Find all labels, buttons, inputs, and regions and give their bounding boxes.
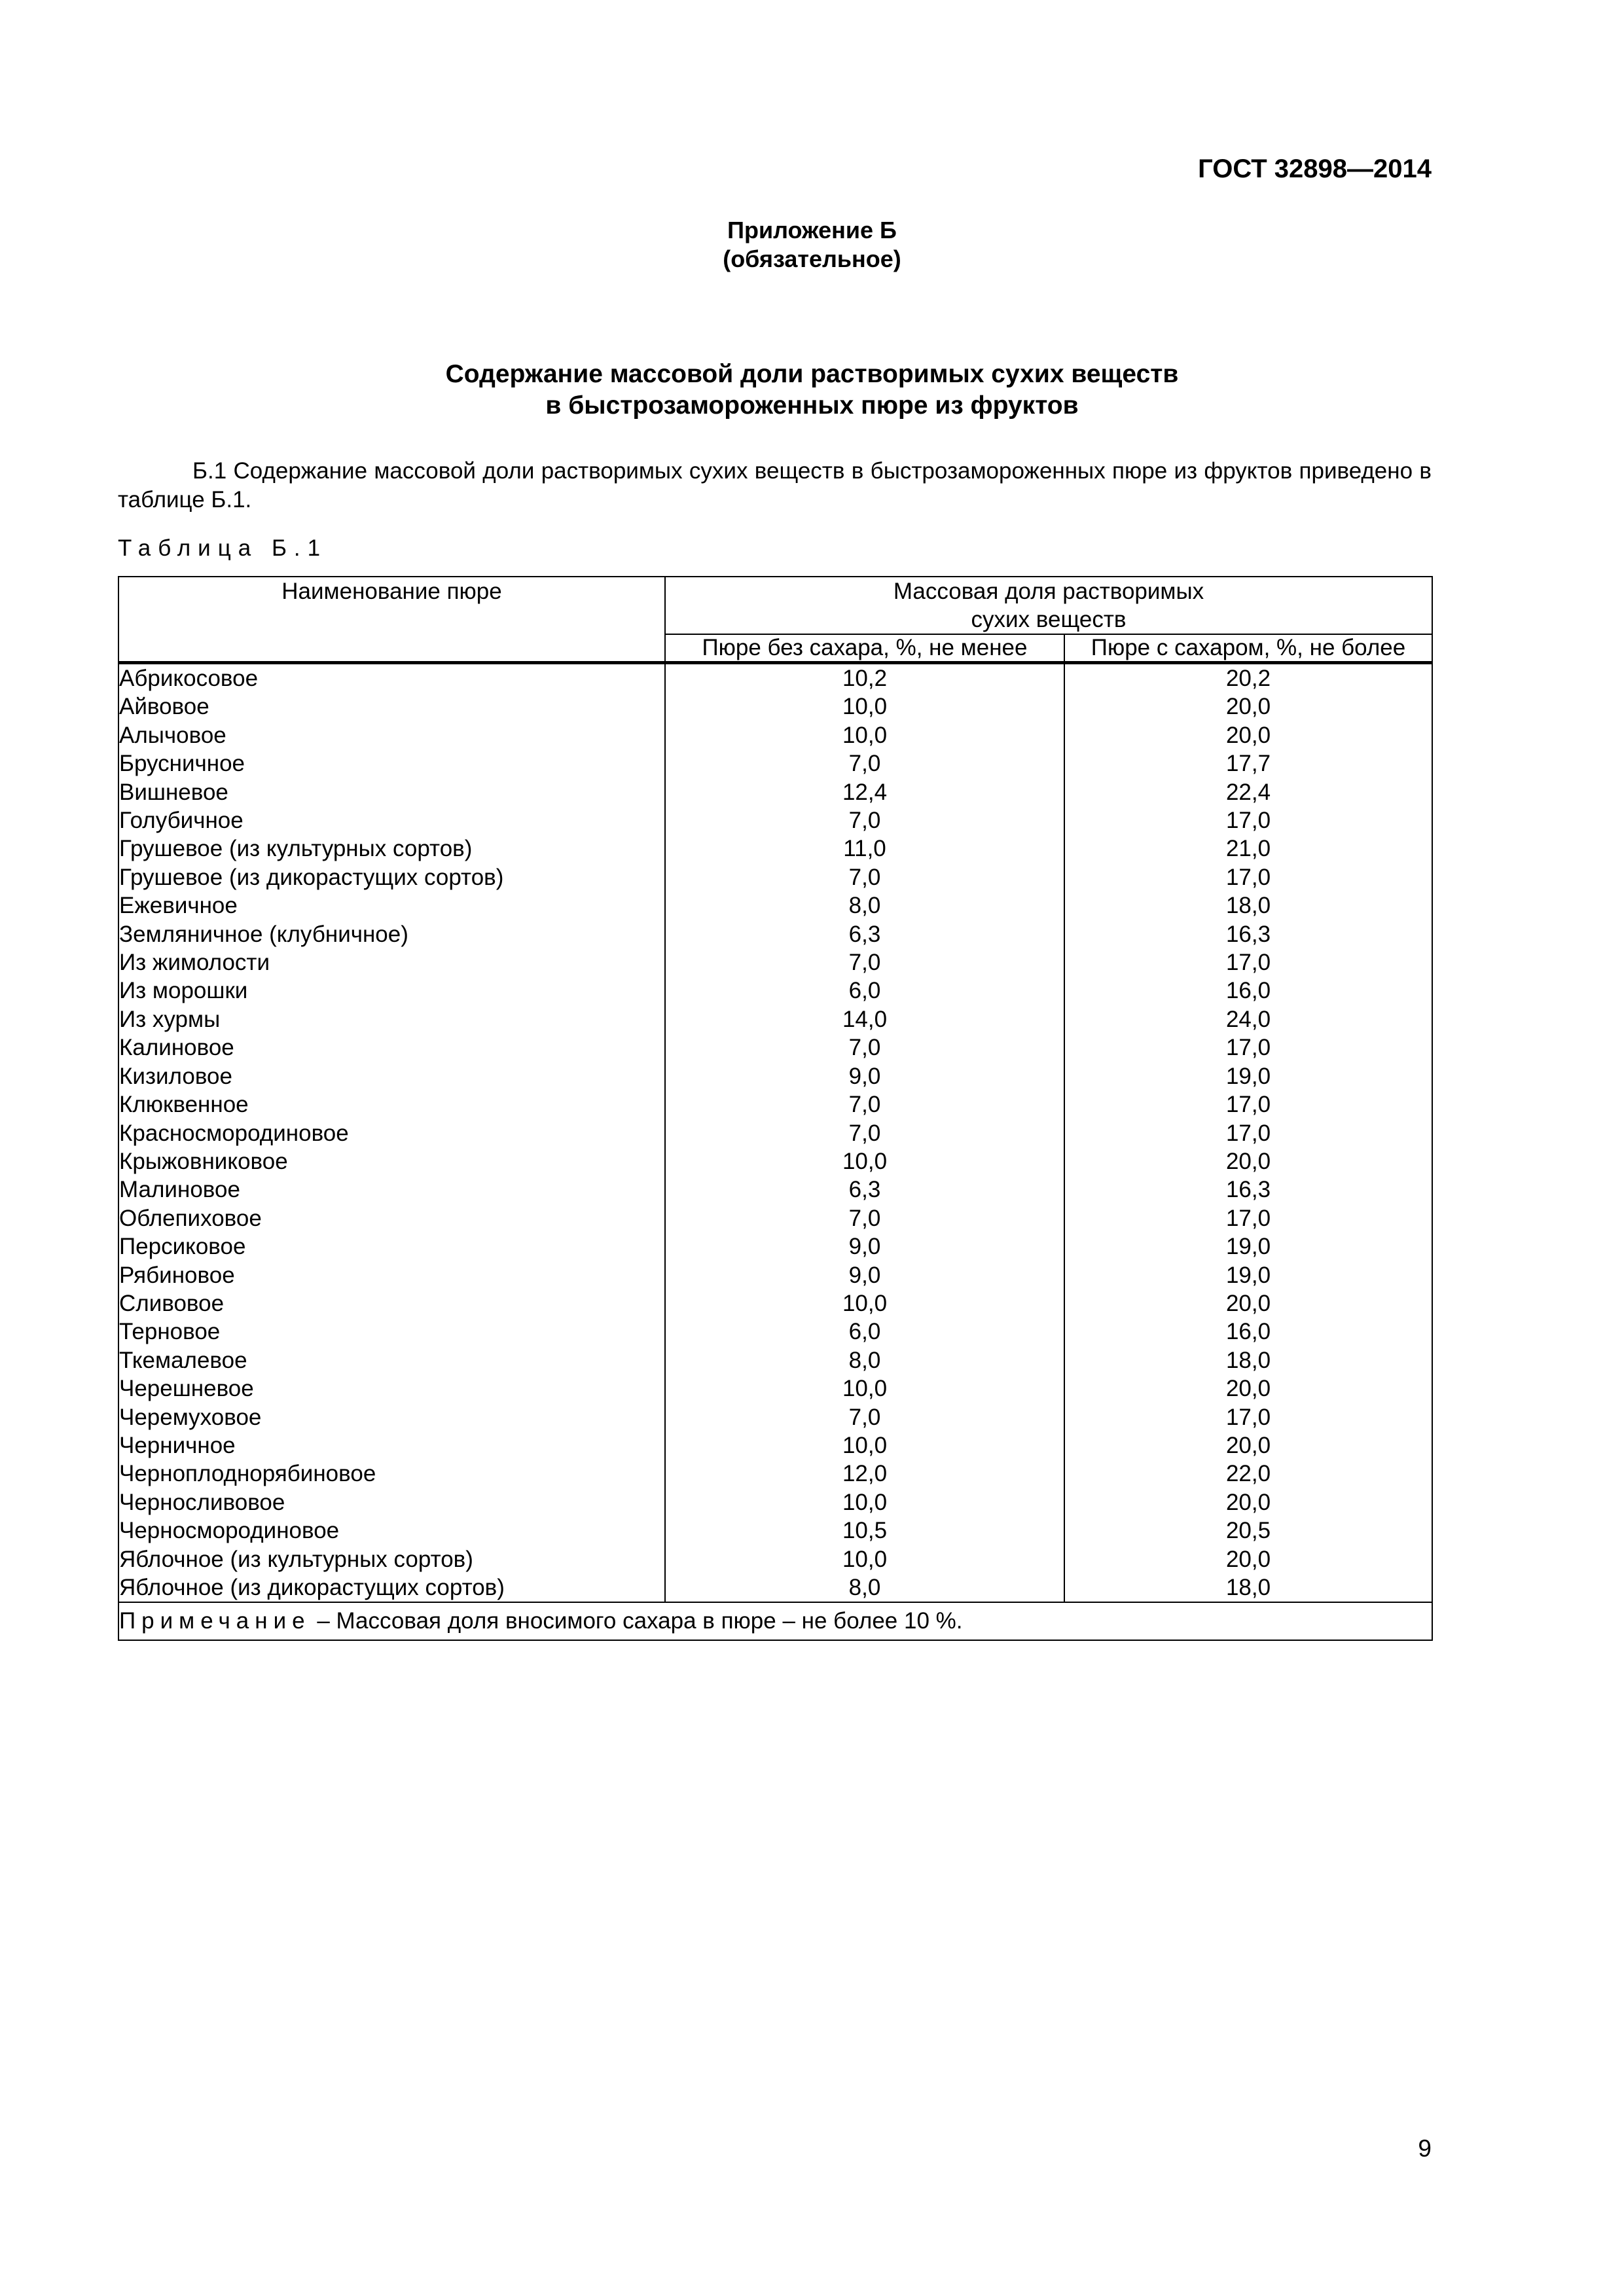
cell-no-sugar: 8,0 — [665, 1346, 1064, 1374]
cell-with-sugar: 20,0 — [1064, 692, 1432, 721]
cell-puree-name: Ежевичное — [118, 891, 665, 920]
cell-no-sugar: 9,0 — [665, 1232, 1064, 1261]
table-row — [118, 977, 1432, 1005]
cell-no-sugar: 10,0 — [665, 1289, 1064, 1318]
cell-puree-name: Облепиховое — [118, 1204, 665, 1232]
cell-puree-name: Черешневое — [118, 1374, 665, 1403]
cell-no-sugar: 7,0 — [665, 1090, 1064, 1119]
table-row — [118, 1289, 1432, 1318]
cell-puree-name: Персиковое — [118, 1232, 665, 1261]
table-row — [118, 948, 1432, 977]
table-row — [118, 891, 1432, 920]
table-row — [118, 920, 1432, 948]
cell-with-sugar: 20,0 — [1064, 1431, 1432, 1460]
cell-with-sugar: 16,3 — [1064, 920, 1432, 948]
table-row — [118, 778, 1432, 806]
table-row — [118, 1346, 1432, 1374]
cell-puree-name: Из морошки — [118, 977, 665, 1005]
table-row — [118, 1516, 1432, 1545]
table-row — [118, 1062, 1432, 1090]
cell-no-sugar: 6,0 — [665, 977, 1064, 1005]
cell-with-sugar: 20,0 — [1064, 1289, 1432, 1318]
cell-no-sugar: 11,0 — [665, 834, 1064, 863]
table-row — [118, 1147, 1432, 1175]
cell-no-sugar: 7,0 — [665, 749, 1064, 778]
cell-with-sugar: 16,0 — [1064, 1318, 1432, 1346]
intro-paragraph — [118, 457, 1432, 514]
cell-puree-name: Грушевое (из культурных сортов) — [118, 834, 665, 863]
cell-no-sugar: 6,3 — [665, 1175, 1064, 1204]
cell-with-sugar: 17,0 — [1064, 806, 1432, 834]
cell-no-sugar: 10,0 — [665, 721, 1064, 749]
cell-puree-name: Голубичное — [118, 806, 665, 834]
cell-with-sugar: 17,0 — [1064, 1403, 1432, 1431]
section-title — [0, 359, 1624, 422]
header-mass-fraction — [665, 577, 1432, 634]
cell-with-sugar: 20,0 — [1064, 1545, 1432, 1573]
header-no-sugar: Пюре без сахара, %, не менее — [665, 634, 1064, 663]
cell-puree-name: Вишневое — [118, 778, 665, 806]
cell-no-sugar: 10,5 — [665, 1516, 1064, 1545]
cell-no-sugar: 7,0 — [665, 948, 1064, 977]
cell-puree-name: Ткемалевое — [118, 1346, 665, 1374]
cell-puree-name: Черносливовое — [118, 1488, 665, 1516]
cell-puree-name: Калиновое — [118, 1033, 665, 1062]
cell-with-sugar: 16,0 — [1064, 977, 1432, 1005]
cell-puree-name: Абрикосовое — [118, 663, 665, 693]
cell-puree-name: Черничное — [118, 1431, 665, 1460]
cell-puree-name: Из жимолости — [118, 948, 665, 977]
cell-with-sugar: 20,0 — [1064, 1374, 1432, 1403]
annex-heading — [0, 216, 1624, 274]
cell-puree-name: Терновое — [118, 1318, 665, 1346]
cell-with-sugar: 22,4 — [1064, 778, 1432, 806]
table-row — [118, 1431, 1432, 1460]
cell-with-sugar: 17,7 — [1064, 749, 1432, 778]
page-number: 9 — [1418, 2135, 1432, 2162]
cell-no-sugar: 8,0 — [665, 891, 1064, 920]
cell-no-sugar: 12,0 — [665, 1460, 1064, 1488]
cell-no-sugar: 14,0 — [665, 1005, 1064, 1033]
table-row — [118, 1204, 1432, 1232]
table-row — [118, 1460, 1432, 1488]
cell-with-sugar: 19,0 — [1064, 1232, 1432, 1261]
cell-with-sugar: 20,0 — [1064, 721, 1432, 749]
header-mass-fraction-line-2: сухих веществ — [971, 607, 1127, 632]
cell-puree-name: Яблочное (из культурных сортов) — [118, 1545, 665, 1573]
note-label: Примечание — [119, 1608, 311, 1634]
cell-puree-name: Айвовое — [118, 692, 665, 721]
section-title-line-2: в быстрозамороженных пюре из фруктов — [545, 391, 1079, 420]
header-puree-name: Наименование пюре — [118, 577, 665, 663]
cell-no-sugar: 9,0 — [665, 1062, 1064, 1090]
cell-with-sugar: 24,0 — [1064, 1005, 1432, 1033]
cell-puree-name: Алычовое — [118, 721, 665, 749]
cell-puree-name: Из хурмы — [118, 1005, 665, 1033]
table-row — [118, 1403, 1432, 1431]
cell-with-sugar: 17,0 — [1064, 863, 1432, 891]
cell-puree-name: Кизиловое — [118, 1062, 665, 1090]
note-text: – Массовая доля вносимого сахара в пюре – не более 10 %. — [310, 1608, 963, 1634]
cell-with-sugar: 20,0 — [1064, 1488, 1432, 1516]
cell-no-sugar: 9,0 — [665, 1261, 1064, 1289]
cell-with-sugar: 22,0 — [1064, 1460, 1432, 1488]
table-row — [118, 1033, 1432, 1062]
table-caption: Таблица Б.1 — [118, 535, 328, 561]
cell-no-sugar: 10,0 — [665, 692, 1064, 721]
table-row — [118, 692, 1432, 721]
intro-paragraph-text: Б.1 Содержание массовой доли растворимых сухих веществ в быстрозамороженных пюре из фруктов приведено в таблице Б.1. — [118, 458, 1432, 512]
cell-puree-name: Черемуховое — [118, 1403, 665, 1431]
table-row — [118, 1261, 1432, 1289]
cell-with-sugar: 18,0 — [1064, 1346, 1432, 1374]
cell-with-sugar: 20,5 — [1064, 1516, 1432, 1545]
table-row — [118, 1573, 1432, 1602]
cell-puree-name: Яблочное (из дикорастущих сортов) — [118, 1573, 665, 1602]
cell-no-sugar: 6,3 — [665, 920, 1064, 948]
cell-with-sugar: 19,0 — [1064, 1261, 1432, 1289]
cell-with-sugar: 17,0 — [1064, 948, 1432, 977]
cell-with-sugar: 21,0 — [1064, 834, 1432, 863]
header-with-sugar: Пюре с сахаром, %, не более — [1064, 634, 1432, 663]
annex-status: (обязательное) — [723, 245, 901, 272]
cell-puree-name: Рябиновое — [118, 1261, 665, 1289]
table-row — [118, 1119, 1432, 1147]
table-row — [118, 1318, 1432, 1346]
cell-with-sugar: 18,0 — [1064, 891, 1432, 920]
cell-puree-name: Черноплоднорябиновое — [118, 1460, 665, 1488]
cell-no-sugar: 7,0 — [665, 1403, 1064, 1431]
table-row — [118, 1374, 1432, 1403]
cell-with-sugar: 20,2 — [1064, 663, 1432, 693]
cell-no-sugar: 7,0 — [665, 1119, 1064, 1147]
table-row — [118, 1005, 1432, 1033]
cell-with-sugar: 20,0 — [1064, 1147, 1432, 1175]
cell-no-sugar: 10,0 — [665, 1488, 1064, 1516]
cell-with-sugar: 17,0 — [1064, 1119, 1432, 1147]
cell-with-sugar: 18,0 — [1064, 1573, 1432, 1602]
table-note — [118, 1602, 1432, 1640]
table-row — [118, 1545, 1432, 1573]
cell-puree-name: Черносмородиновое — [118, 1516, 665, 1545]
table-row — [118, 721, 1432, 749]
cell-no-sugar: 10,0 — [665, 1431, 1064, 1460]
cell-no-sugar: 10,0 — [665, 1545, 1064, 1573]
cell-puree-name: Брусничное — [118, 749, 665, 778]
cell-no-sugar: 10,0 — [665, 1374, 1064, 1403]
cell-no-sugar: 7,0 — [665, 806, 1064, 834]
cell-puree-name: Сливовое — [118, 1289, 665, 1318]
cell-puree-name: Красносмородиновое — [118, 1119, 665, 1147]
cell-with-sugar: 17,0 — [1064, 1090, 1432, 1119]
cell-no-sugar: 12,4 — [665, 778, 1064, 806]
table-row — [118, 749, 1432, 778]
cell-no-sugar: 10,0 — [665, 1147, 1064, 1175]
table-row — [118, 834, 1432, 863]
cell-no-sugar: 7,0 — [665, 1204, 1064, 1232]
table-row — [118, 1488, 1432, 1516]
cell-puree-name: Земляничное (клубничное) — [118, 920, 665, 948]
section-title-line-1: Содержание массовой доли растворимых сухих веществ — [445, 360, 1179, 388]
table-row — [118, 663, 1432, 693]
table-row — [118, 806, 1432, 834]
table-row — [118, 1232, 1432, 1261]
table-row — [118, 1090, 1432, 1119]
cell-with-sugar: 17,0 — [1064, 1204, 1432, 1232]
annex-title: Приложение Б — [727, 217, 897, 243]
solids-table — [118, 576, 1433, 1641]
header-mass-fraction-line-1: Массовая доля растворимых — [893, 579, 1204, 604]
cell-puree-name: Крыжовниковое — [118, 1147, 665, 1175]
cell-no-sugar: 8,0 — [665, 1573, 1064, 1602]
cell-puree-name: Грушевое (из дикорастущих сортов) — [118, 863, 665, 891]
cell-no-sugar: 7,0 — [665, 1033, 1064, 1062]
table-row — [118, 1175, 1432, 1204]
cell-puree-name: Клюквенное — [118, 1090, 665, 1119]
table-row — [118, 863, 1432, 891]
cell-no-sugar: 6,0 — [665, 1318, 1064, 1346]
cell-with-sugar: 19,0 — [1064, 1062, 1432, 1090]
document-code: ГОСТ 32898—2014 — [1198, 154, 1432, 183]
cell-no-sugar: 7,0 — [665, 863, 1064, 891]
cell-with-sugar: 17,0 — [1064, 1033, 1432, 1062]
cell-no-sugar: 10,2 — [665, 663, 1064, 693]
cell-with-sugar: 16,3 — [1064, 1175, 1432, 1204]
cell-puree-name: Малиновое — [118, 1175, 665, 1204]
